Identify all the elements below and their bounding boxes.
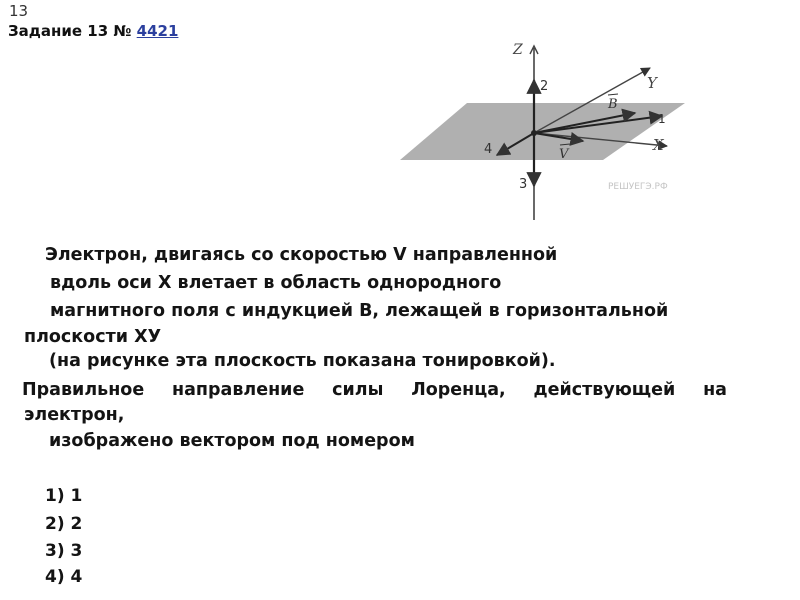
question-line-3: магнитного поля с индукцией B, лежащей в горизонтальной bbox=[50, 301, 669, 321]
slide-number: 13 bbox=[9, 2, 29, 20]
origin-point bbox=[531, 130, 537, 136]
question-line-6 bbox=[22, 379, 727, 401]
answer-option-1[interactable]: 1) 1 bbox=[45, 486, 83, 506]
arrow-number-1: 1 bbox=[658, 112, 666, 126]
question-line-2: вдоль оси X влетает в область однородного bbox=[50, 273, 502, 293]
watermark: РЕШУЕГЭ.РФ bbox=[608, 182, 668, 192]
question-word: на bbox=[703, 380, 727, 400]
question-line-1: Электрон, двигаясь со скоростью V направленной bbox=[45, 245, 558, 265]
question-word: Лоренца, bbox=[411, 380, 506, 400]
x-axis-label: X bbox=[653, 136, 664, 154]
arrow-number-3: 3 bbox=[519, 177, 528, 192]
question-word: направление bbox=[172, 380, 305, 400]
b-vector-label: B bbox=[608, 97, 618, 112]
question-word: действующей bbox=[533, 380, 676, 400]
answer-option-2[interactable]: 2) 2 bbox=[45, 514, 83, 534]
task-number-link[interactable]: 4421 bbox=[136, 22, 179, 40]
y-axis-label: Y bbox=[647, 74, 657, 92]
question-word: Правильное bbox=[22, 380, 145, 400]
answer-option-3[interactable]: 3) 3 bbox=[45, 541, 83, 561]
question-word: силы bbox=[332, 380, 384, 400]
task-prefix: Задание 13 № bbox=[8, 22, 132, 40]
arrow-number-4: 4 bbox=[484, 142, 493, 157]
answer-option-4[interactable]: 4) 4 bbox=[45, 567, 83, 587]
z-axis-label: Z bbox=[513, 42, 523, 58]
question-line-4: плоскости XУ bbox=[24, 327, 162, 347]
question-line-5: (на рисунке эта плоскость показана тонировкой). bbox=[49, 351, 556, 371]
physics-figure bbox=[395, 38, 695, 223]
b-vector-label-bar bbox=[608, 94, 618, 95]
question-line-8: изображено вектором под номером bbox=[49, 431, 415, 451]
arrow-number-2: 2 bbox=[540, 79, 549, 94]
task-header bbox=[8, 22, 178, 40]
question-line-7: электрон, bbox=[24, 405, 125, 425]
v-vector-label: V bbox=[559, 147, 569, 162]
